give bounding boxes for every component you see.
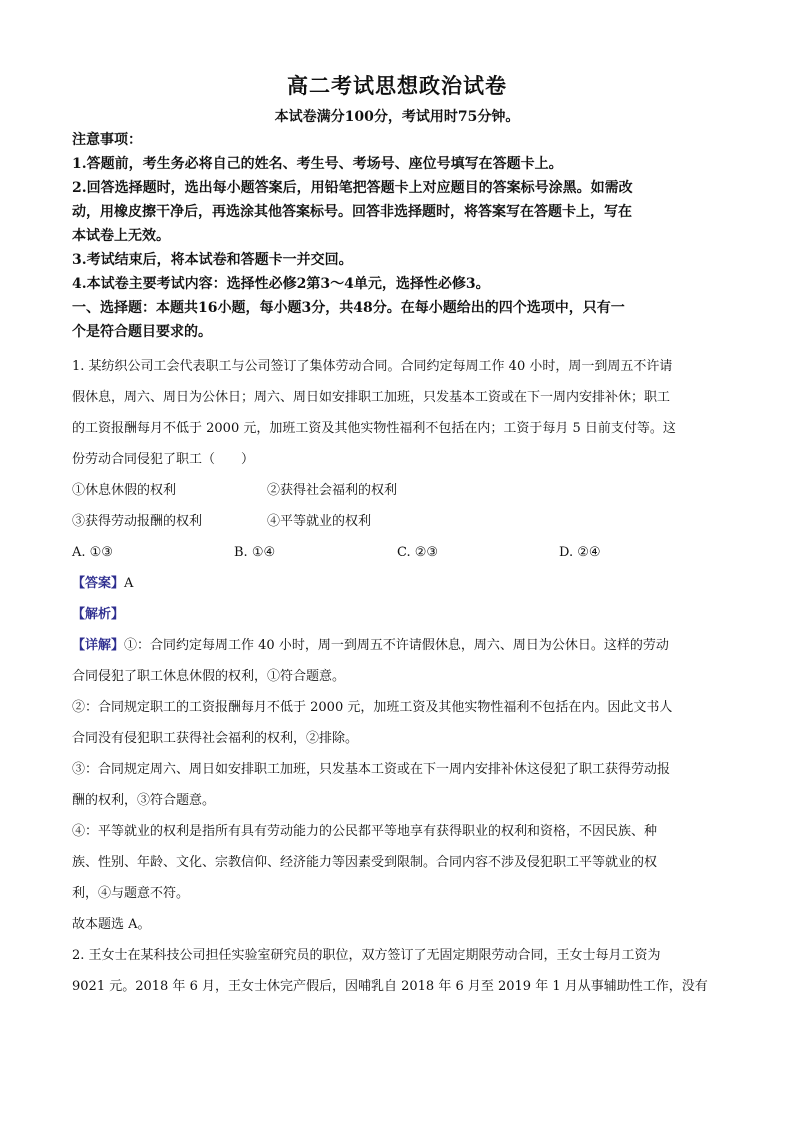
choice-d: D. ②④ (559, 545, 601, 560)
answer-label: 【答案】 (72, 576, 125, 591)
statement-row (72, 506, 722, 537)
explanation-line: ③：合同规定周六、周日如安排职工加班，只发基本工资或在下一周内安排补休这侵犯了职工获得劳动报 (72, 762, 671, 777)
page-title: 高二考试思想政治试卷 (287, 74, 507, 98)
instruction-line: 1.答题前，考生务必将自己的姓名、考生号、考场号、座位号填写在答题卡上。 (72, 156, 563, 172)
explanation-line: 合同没有侵犯职工获得社会福利的权利，②排除。 (72, 731, 359, 746)
analysis-label: 【解析】 (72, 607, 125, 622)
question-stem-line: 9021 元。2018 年 6 月，王女士休完产假后，因哺乳自 2018 年 6 月至 2019 年 1 月从事辅助性工作，没有 (72, 979, 708, 994)
choice-a: A. ①③ (72, 545, 113, 560)
instructions-heading: 注意事项： (72, 132, 142, 148)
analysis-line (72, 599, 722, 630)
instruction-line: 2.回答选择题时，选出每小题答案后，用铅笔把答题卡上对应题目的答案标号涂黑。如需改 (72, 180, 633, 196)
section-heading: 个是符合题目要求的。 (72, 324, 212, 340)
instruction-line: 动，用橡皮擦干净后，再选涂其他答案标号。回答非选择题时，将答案写在答题卡上，写在 (72, 204, 632, 220)
question-stem-line: 2. 王女士在某科技公司担任实验室研究员的职位，双方签订了无固定期限劳动合同，王女士每月工资为 (72, 948, 661, 963)
question-stem-line: 假休息，周六、周日为公休日；周六、周日如安排职工加班，只发基本工资或在下一周内安排补休；职工 (72, 390, 671, 405)
answer-value: A (124, 576, 134, 591)
instruction-line: 本试卷上无效。 (72, 228, 170, 244)
explanation-line: 利，④与题意不符。 (72, 886, 190, 901)
statement-row (72, 475, 722, 506)
instructions (72, 128, 722, 344)
answer-line (72, 568, 722, 599)
explanation-line: ④：平等就业的权利是指所有具有劳动能力的公民都平等地享有获得职业的权利和资格，不因民族、种 (72, 824, 658, 839)
question-2 (72, 940, 722, 1002)
exam-info: 本试卷满分100分，考试用时75分钟。 (274, 109, 520, 125)
statement-4: ④平等就业的权利 (267, 514, 372, 529)
choice-row (72, 537, 722, 568)
question-stem-line: 1. 某纺织公司工会代表职工与公司签订了集体劳动合同。合同约定每周工作 40 小时，周一到周五不许请 (72, 359, 673, 374)
conclusion-line: 故本题选 A。 (72, 917, 151, 932)
statement-1: ①休息休假的权利 (72, 483, 177, 498)
section-heading: 一、选择题：本题共16小题，每小题3分，共48分。在每小题给出的四个选项中，只有一 (72, 300, 625, 316)
explanation-line: ②：合同规定职工的工资报酬每月不低于 2000 元，加班工资及其他实物性福利不包括在内。因此文书人 (72, 700, 673, 715)
explanation-line: 族、性别、年龄、文化、宗教信仰、经济能力等因素受到限制。合同内容不涉及侵犯职工平等就业的权 (72, 855, 658, 870)
instruction-line: 4.本试卷主要考试内容：选择性必修2第3～4单元，选择性必修3。 (72, 276, 490, 292)
explanation-text: ①：合同约定每周工作 40 小时，周一到周五不许请假休息，周六、周日为公休日。这样的劳动 (124, 638, 669, 653)
question-stem-line: 的工资报酬每月不低于 2000 元，加班工资及其他实物性福利不包括在内；工资于每月 5 日前支付等。这 (72, 421, 676, 436)
statement-3: ③获得劳动报酬的权利 (72, 514, 203, 529)
choice-b: B. ①④ (234, 545, 276, 560)
choice-c: C. ②③ (397, 545, 439, 560)
statement-2: ②获得社会福利的权利 (267, 483, 398, 498)
detail-label: 【详解】 (72, 638, 125, 653)
explanation-line: 合同侵犯了职工休息休假的权利，①符合题意。 (72, 669, 346, 684)
question-1 (72, 351, 722, 940)
explanation-line: 酬的权利，③符合题意。 (72, 793, 216, 808)
question-stem-line: 份劳动合同侵犯了职工（ ） (72, 452, 255, 467)
instruction-line: 3.考试结束后，将本试卷和答题卡一并交回。 (72, 252, 353, 268)
explanation-line (72, 630, 722, 661)
